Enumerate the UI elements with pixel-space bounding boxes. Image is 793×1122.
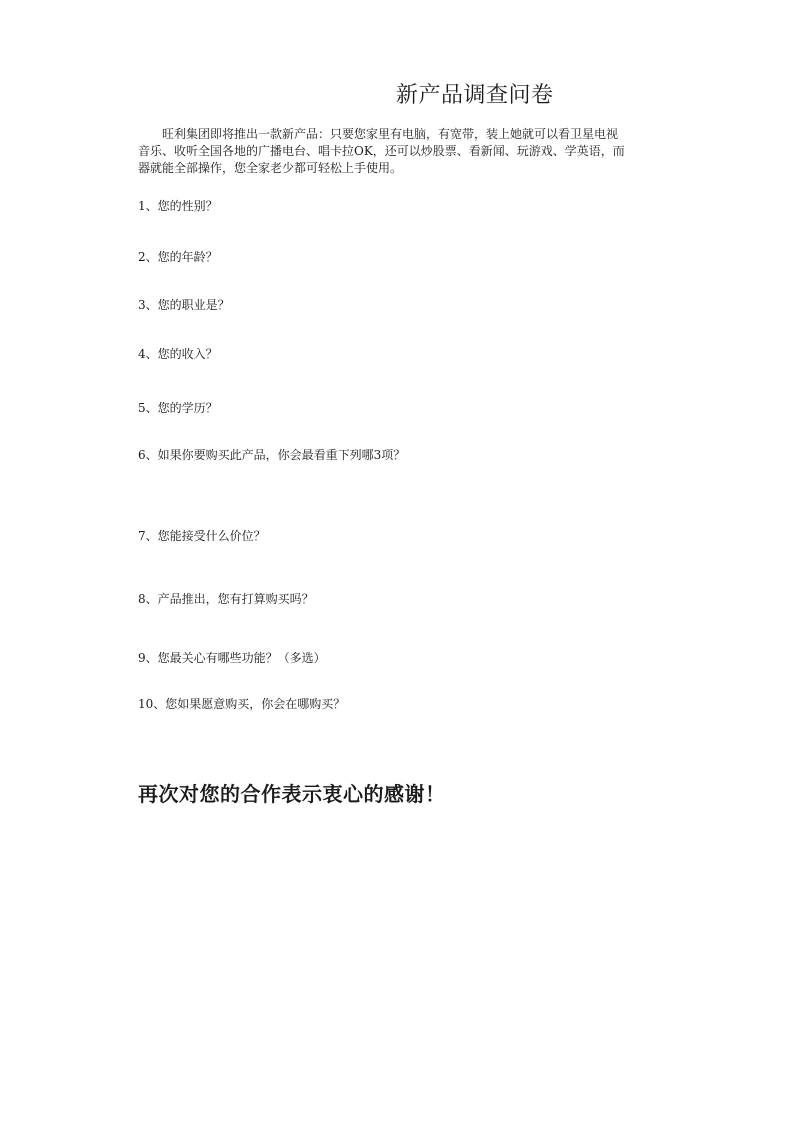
question-5: 5、您的学历？ xyxy=(138,401,218,415)
question-1: 1、您的性别？ xyxy=(138,199,218,213)
question-9: 9、您最关心有哪些功能？（多选） xyxy=(138,651,326,665)
question-2: 2、您的年龄？ xyxy=(138,250,218,264)
document-title: 新产品调查问卷 xyxy=(396,83,554,108)
question-10: 10、您如果愿意购买，你会在哪购买？ xyxy=(138,697,346,711)
question-6: 6、如果你要购买此产品，你会最看重下列哪3项？ xyxy=(138,448,406,462)
question-7: 7、您能接受什么价位？ xyxy=(138,529,266,543)
intro-line: 音乐、收听全国各地的广播电台、唱卡拉OK，还可以炒股票、看新闻、玩游戏、学英语，而 xyxy=(138,144,625,158)
question-3: 3、您的职业是？ xyxy=(138,298,230,312)
question-8: 8、产品推出，您有打算购买吗？ xyxy=(138,592,314,606)
closing-thanks: 再次对您的合作表示衷心的感谢！ xyxy=(138,782,446,806)
intro-line: 旺利集团即将推出一款新产品：只要您家里有电脑，有宽带，装上她就可以看卫星电视 xyxy=(162,127,619,141)
question-4: 4、您的收入？ xyxy=(138,347,218,361)
intro-line: 器就能全部操作，您全家老少都可轻松上手使用。 xyxy=(138,161,403,175)
intro-paragraph xyxy=(138,126,710,177)
